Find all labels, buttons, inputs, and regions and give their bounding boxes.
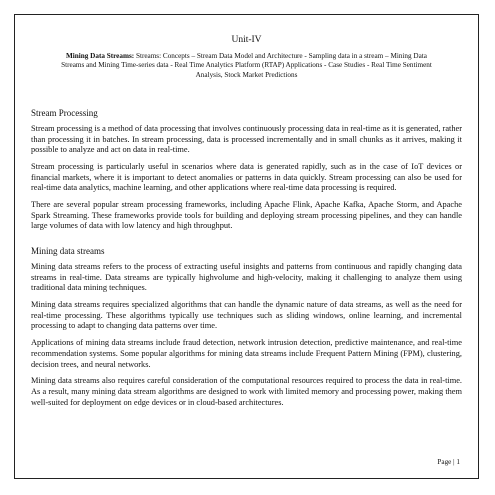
section-heading-stream-processing: Stream Processing: [31, 108, 98, 118]
syllabus-text: Streams: Concepts – Stream Data Model and Architecture - Sampling data in a stream – Mining Data Streams and Mining Time-series data - Real Time Analytics Platform (RTAP) Applications - Case Studies - Real Time Sentiment Analysis, Stock Market Predictions: [61, 51, 432, 79]
paragraph: Stream processing is particularly useful in scenarios where data is generated rapidly, such as in the case of IoT devices or financial markets, where it is important to detect anomalies or patterns in data quickly. Stream processing can also be used for real-time data analytics, machine learning, and other applications where real-time data processing is required.: [31, 161, 462, 193]
syllabus-heading: Mining Data Streams:: [66, 51, 135, 60]
paragraph: Mining data streams refers to the process of extracting useful insights and patterns from continuous and rapidly changing data streams in real-time. Data streams are typically highvolume and high-velocity, making it challenging to analyze them using traditional data mining techniques.: [31, 261, 462, 293]
paragraph: There are several popular stream processing frameworks, including Apache Flink, Apache Kafka, Apache Storm, and Apache Spark Streaming. These frameworks provide tools for building and deploying stream processing pipelines, and they can handle large volumes of data with low latency and high throughput.: [31, 200, 462, 231]
section-heading-mining-data-streams: Mining data streams: [31, 246, 105, 257]
paragraph: Mining data streams requires specialized algorithms that can handle the dynamic nature of data streams, as well as the need for real-time processing. These algorithms typically use techniques such as sliding windows, online learning, and incremental processing to adapt to changing data patterns over time.: [31, 300, 462, 331]
unit-title: Unit-IV: [231, 35, 262, 45]
paragraph: Stream processing is a method of data processing that involves continuously processing data in real-time as it is generated, rather than processing it in batches. In stream processing, data is processed incrementally and in small chunks as it arrives, making it possible to analyze and act on data in real-time.: [31, 123, 462, 155]
page-content: [31, 35, 462, 408]
page-number: Page | 1: [437, 457, 460, 466]
paragraph: Applications of mining data streams include fraud detection, network intrusion detection, predictive maintenance, and real-time recommendation systems. Some popular algorithms for mining data streams include Frequent Pattern Mining (FPM), clustering, decision trees, and neural networks.: [31, 338, 462, 369]
syllabus-summary: [55, 52, 438, 80]
document-page: [14, 14, 479, 479]
paragraph: Mining data streams also requires careful consideration of the computational resources required to process the data in real-time. As a result, many mining data stream algorithms are designed to work with limited memory and processing power, making them well-suited for deployment on edge devices or in cloud-based architectures.: [31, 376, 462, 407]
